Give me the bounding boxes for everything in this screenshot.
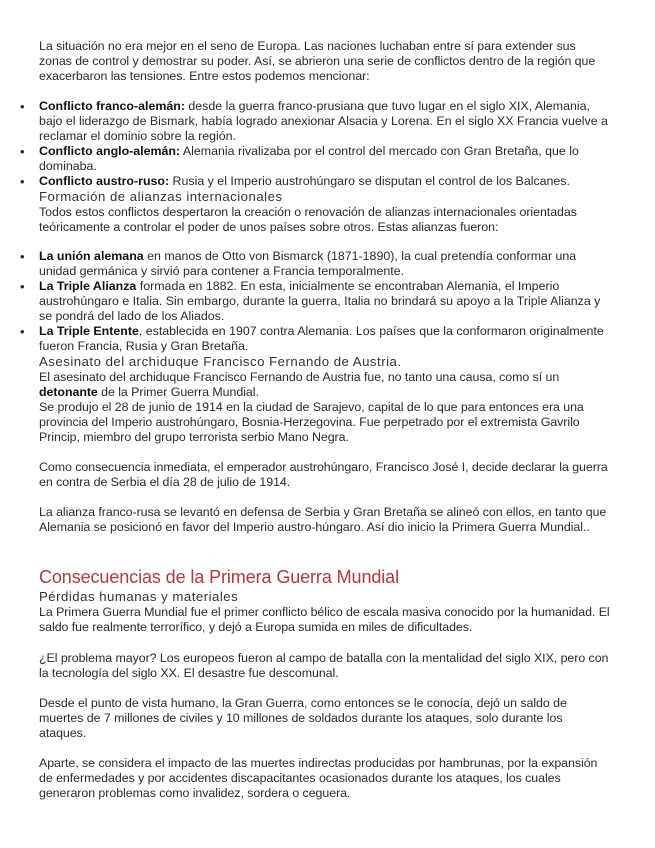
alliance-paragraph: La alianza franco-rusa se levantó en defensa de Serbia y Gran Bretaña se alineó con ellos, en tanto que Alemania se posicionó en favor del Imperio austro-húngaro. Así dio inicio la Primera Guerra Mundial..	[39, 505, 607, 534]
consequence-paragraph: Como consecuencia inmediata, el emperador austrohúngaro, Francisco José I, decide declarar la guerra en contra de Serbia el día 28 de julio de 1914.	[39, 460, 608, 489]
alliance-title: La Triple Entente	[39, 324, 139, 338]
losses-paragraph-1: La Primera Guerra Mundial fue el primer conflicto bélico de escala masiva conocido por la humanidad. El saldo fue realmente terrorífico, y dejó a Europa sumida en miles de dificultades.	[39, 605, 610, 634]
conflict-text: Alemania rivalizaba por el control del mercado con Gran Bretaña, que lo dominaba.	[39, 144, 579, 173]
alliance-text: , establecida en 1907 contra Alemania. Los países que la conformaron originalmente fueron Francia, Rusia y Gran Bretaña.	[39, 324, 604, 353]
intro-paragraph: La situación no era mejor en el seno de Europa. Las naciones luchaban entre sí para extender sus zonas de control y demostrar su poder. Así, se abrieron una serie de conflictos dentro de la región que exacerbaron las tensiones. Entre estos podemos mencionar:	[39, 39, 596, 83]
section-title: Consecuencias de la Primera Guerra Mundial	[39, 567, 399, 587]
list-item	[39, 279, 611, 324]
losses-paragraph-3: Desde el punto de vista humano, la Gran Guerra, como entonces se le conocía, dejó un saldo de muertes de 7 millones de civiles y 10 millones de soldados durante los ataques, solo durante los ataques.	[39, 696, 567, 740]
alliances-list	[39, 249, 611, 354]
assassination-text-b: de la Primer Guerra Mundial.	[97, 385, 259, 399]
list-item	[39, 99, 611, 144]
alliances-heading: Formación de alianzas internacionales	[39, 189, 283, 204]
conflict-title: Conflicto franco-alemán:	[39, 99, 185, 113]
losses-paragraph-4: Aparte, se considera el impacto de las muertes indirectas producidas por hambrunas, por la expansión de enfermedades y por accidentes discapacitantes ocasionados durante los ataques, los cuales generaron problemas como invalidez, sordera o ceguera.	[39, 756, 598, 800]
losses-heading: Pérdidas humanas y materiales	[39, 589, 239, 604]
conflict-text: Rusia y el Imperio austrohúngaro se disputan el control de los Balcanes.	[169, 174, 570, 188]
conflict-title: Conflicto austro-ruso:	[39, 174, 170, 188]
alliances-intro: Todos estos conflictos despertaron la creación o renovación de alianzas internacionales orientadas teóricamente a controlar el poder de unos países sobre otros. Estas alianzas fueron:	[39, 205, 577, 234]
list-item	[39, 324, 611, 354]
alliance-text: formada en 1882. En esta, inicialmente se encontraban Alemania, el Imperio austrohúngaro e Italia. Sin embargo, durante la guerra, Italia no brindará su apoyo a la Triple Alianza y se pondrá del lado de los Aliados.	[39, 279, 601, 323]
list-item	[39, 144, 611, 174]
sarajevo-paragraph: Se produjo el 28 de junio de 1914 en la ciudad de Sarajevo, capital de lo que para entonces era una provincia del Imperio austrohúngaro, Bosnia-Herzegovina. Fue perpetrado por el extremista Gavrilo Princip, miembro del grupo terrorista serbio Mano Negra.	[39, 400, 584, 444]
list-item	[39, 174, 611, 189]
assassination-heading: Asesinato del archiduque Francisco Fernando de Austria.	[39, 354, 402, 369]
assassination-paragraph	[39, 370, 611, 400]
alliance-title: La Triple Alianza	[39, 279, 137, 293]
detonante-bold: detonante	[39, 385, 98, 399]
alliance-title: La unión alemana	[39, 249, 144, 263]
losses-paragraph-2: ¿El problema mayor? Los europeos fueron al campo de batalla con la mentalidad del siglo XIX, pero con la tecnología del siglo XX. El desastre fue descomunal.	[39, 651, 609, 680]
conflicts-list	[39, 99, 611, 189]
assassination-text-a: El asesinato del archiduque Francisco Fernando de Austria fue, no tanto una causa, como sí un	[39, 370, 560, 384]
alliance-text: en manos de Otto von Bismarck (1871-1890), la cual pretendía conformar una unidad germánica y sirvió para contener a Francia temporalmente.	[39, 249, 577, 278]
list-item	[39, 249, 611, 279]
conflict-text: desde la guerra franco-prusiana que tuvo lugar en el siglo XIX, Alemania, bajo el liderazgo de Bismark, había logrado anexionar Alsacia y Lorena. En el siglo XX Francia vuelve a reclamar el dominio sobre la región.	[39, 99, 608, 143]
conflict-title: Conflicto anglo-alemán:	[39, 144, 181, 158]
